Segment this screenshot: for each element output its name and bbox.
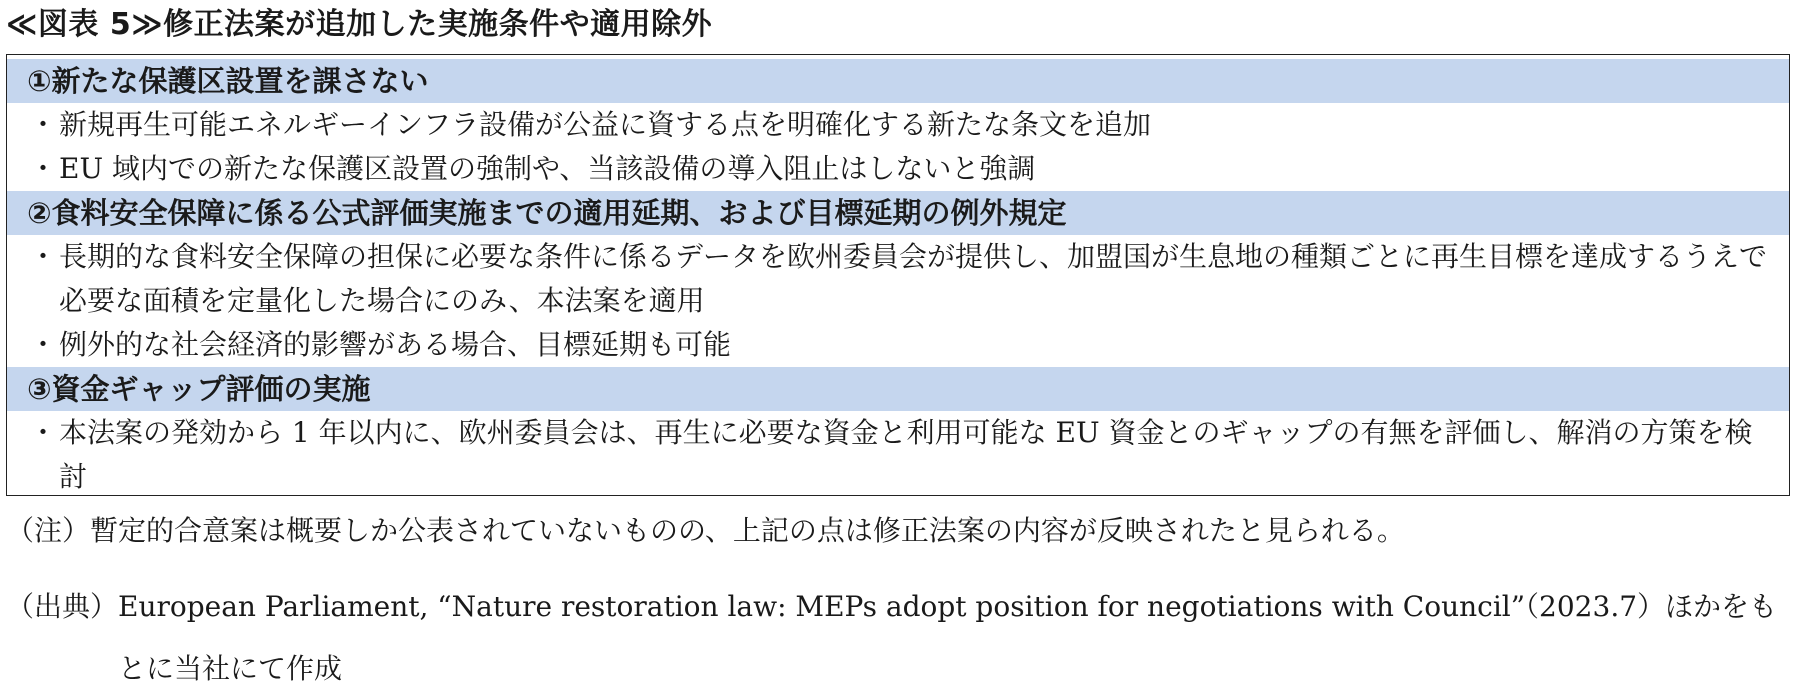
source-text: European Parliament, “Nature restoration law: MEPs adopt position for negotiations with Council”（2023.7）ほかをもとに当社にて作成 xyxy=(118,590,1778,685)
source-label: （出典） xyxy=(6,590,119,623)
list-item-text: 新規再生可能エネルギーインフラ設備が公益に資する点を明確化する新たな条文を追加 xyxy=(59,108,1152,141)
list-item-text: 長期的な食料安全保障の担保に必要な条件に係るデータを欧州委員会が提供し、加盟国が生息地の種類ごとに再生目標を達成するうえで必要な面積を定量化した場合にのみ、本法案を適用 xyxy=(59,240,1768,317)
bullet-icon: ・ xyxy=(29,108,58,141)
figure-title: ≪図表 5≫修正法案が追加した実施条件や適用除外 xyxy=(6,7,713,42)
list-item xyxy=(7,411,1789,499)
section-heading-2: ②食料安全保障に係る公式評価実施までの適用延期、および目標延期の例外規定 xyxy=(7,191,1789,235)
list-item xyxy=(7,147,1789,191)
section-heading-1: ①新たな保護区設置を課さない xyxy=(7,59,1789,103)
list-item-text: EU 域内での新たな保護区設置の強制や、当該設備の導入阻止はしないと強調 xyxy=(59,152,1036,185)
section-heading-3: ③資金ギャップ評価の実施 xyxy=(7,367,1789,411)
note-text: （注）暫定的合意案は概要しか公表されていないものの、上記の点は修正法案の内容が反映されたと見られる。 xyxy=(6,514,1405,547)
bullet-icon: ・ xyxy=(29,240,58,273)
list-item xyxy=(7,103,1789,147)
list-item-text: 本法案の発効から 1 年以内に、欧州委員会は、再生に必要な資金と利用可能な EU 資金とのギャップの有無を評価し、解消の方策を検討 xyxy=(59,416,1753,493)
bullet-icon: ・ xyxy=(29,416,58,449)
source-citation xyxy=(6,576,1790,700)
list-item xyxy=(7,235,1789,323)
content-table xyxy=(6,54,1790,496)
list-item xyxy=(7,323,1789,367)
bullet-icon: ・ xyxy=(29,152,58,185)
bullet-icon: ・ xyxy=(29,328,58,361)
list-item-text: 例外的な社会経済的影響がある場合、目標延期も可能 xyxy=(59,328,732,361)
